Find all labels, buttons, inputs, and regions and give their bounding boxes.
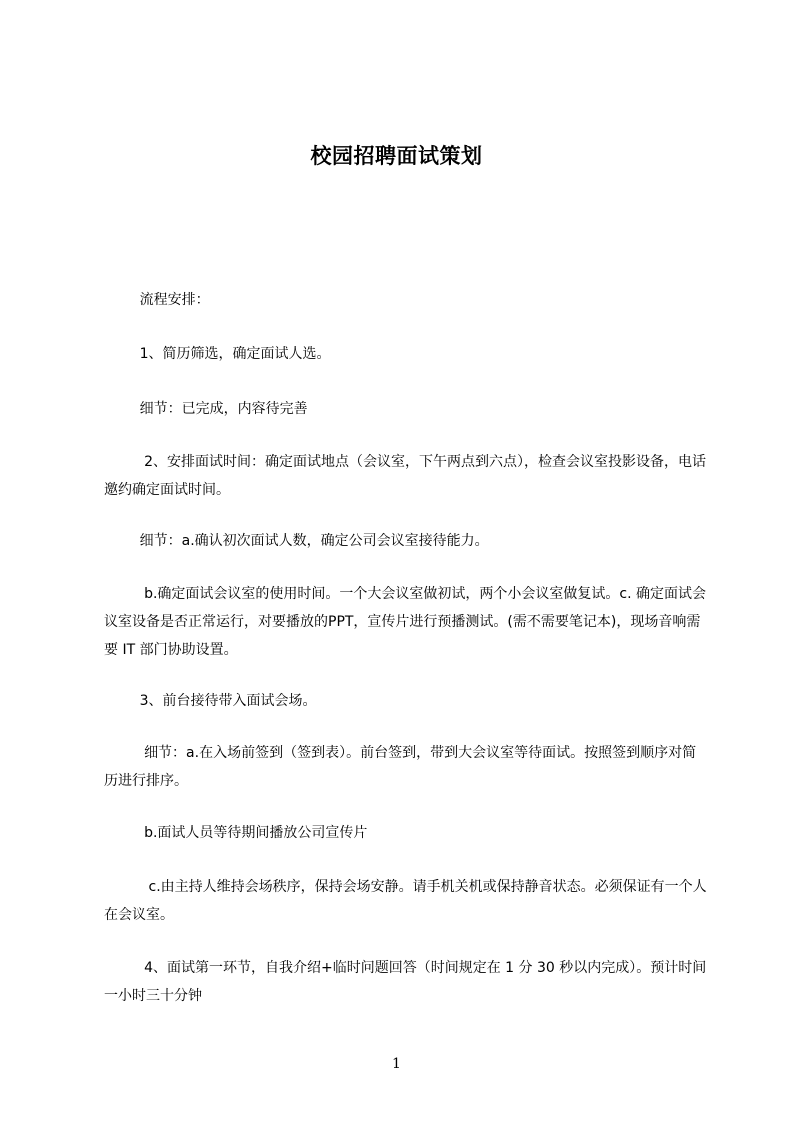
paragraph-step-3-detail-a: 细节：a.在入场前签到（签到表）。前台签到，带到大会议室等待面试。按照签到顺序对简历进行排序。: [104, 745, 697, 789]
paragraph-step-3-detail-c: c.由主持人维持会场秩序，保持会场安静。请手机关机或保持静音状态。必须保证有一个人在会议室。: [104, 879, 707, 923]
paragraph-step-2-detail-bc: b.确定面试会议室的使用时间。一个大会议室做初试，两个小会议室做复试。c. 确定面试会议室设备是否正常运行，对要播放的PPT，宣传片进行预播测试。(需不需要笔记本)，现场音响需要 IT 部门协助设置。: [104, 586, 706, 658]
paragraph-step-2: 2、安排面试时间：确定面试地点（会议室，下午两点到六点），检查会议室投影设备，电话邀约确定面试时间。: [104, 454, 706, 498]
page-number: 1: [392, 1056, 401, 1072]
paragraph-step-2-detail-a: 细节：a.确认初次面试人数，确定公司会议室接待能力。: [104, 533, 489, 549]
document-title: 校园招聘面试策划: [310, 144, 483, 168]
paragraph-step-1: 1、简历筛选，确定面试人选。: [104, 346, 331, 362]
paragraph-step-3: 3、前台接待带入面试会场。: [104, 693, 317, 709]
paragraph-step-3-detail-b: b.面试人员等待期间播放公司宣传片: [104, 825, 368, 841]
paragraph-step-1-detail: 细节：已完成，内容待完善: [104, 401, 308, 417]
paragraph-process-heading: 流程安排：: [104, 292, 210, 308]
paragraph-step-4: 4、面试第一环节，自我介绍+临时问题回答（时间规定在 1 分 30 秒以内完成）。预计时间一小时三十分钟: [104, 960, 707, 1004]
